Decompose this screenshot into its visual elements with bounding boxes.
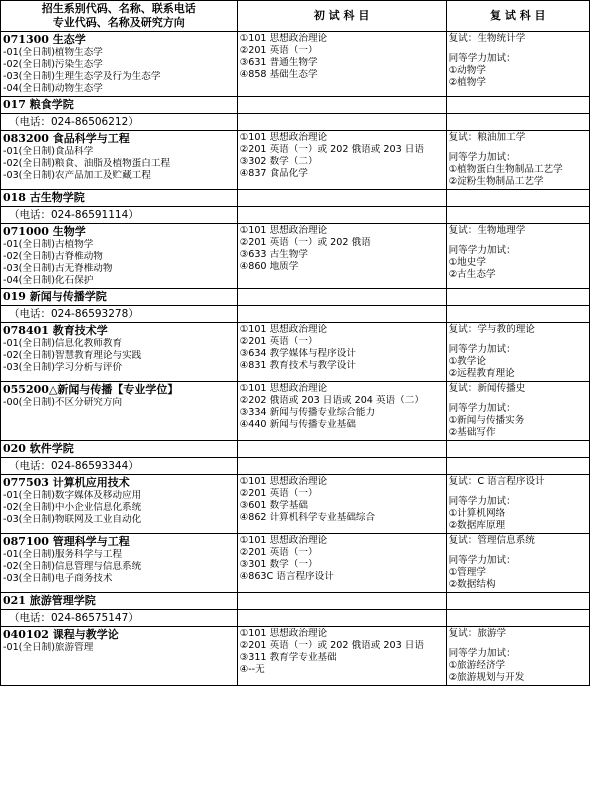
equivalent-subject: ②古生态学: [448, 269, 496, 280]
empty-cell: [446, 289, 589, 306]
department-cell: [1, 441, 238, 458]
retest-cell: [446, 627, 589, 686]
research-direction: -03(全日制)古无脊椎动物: [3, 263, 113, 274]
exam-subject: ①101 思想政治理论: [239, 33, 328, 44]
department-row: [1, 97, 590, 114]
department-phone: （电话：024-86506212）: [1, 114, 238, 131]
research-direction: -04(全日制)动物生态学: [3, 83, 103, 94]
department-cell: [1, 97, 238, 114]
spacer: [449, 640, 587, 648]
retest-cell: [446, 534, 589, 593]
department-phone-row: [1, 114, 590, 131]
header-row: [1, 1, 590, 32]
department-title: 021 旅游管理学院: [3, 594, 96, 607]
empty-cell: [446, 190, 589, 207]
empty-cell: [237, 289, 446, 306]
research-direction: -03(全日制)物联网及工业自动化: [3, 514, 142, 525]
major-cell: [1, 131, 238, 190]
major-row: [1, 323, 590, 382]
exam-subject: ④440 新闻与传播专业基础: [239, 419, 356, 430]
research-direction: -01(全日制)数字媒体及移动应用: [3, 490, 142, 501]
major-title: 055200△新闻与传播【专业学位】: [3, 383, 179, 396]
department-title: 020 软件学院: [3, 442, 74, 455]
exam-subject: ③631 普通生物学: [239, 57, 318, 68]
initial-exam-cell: [237, 382, 446, 441]
empty-cell: [237, 306, 446, 323]
major-cell: [1, 323, 238, 382]
department-cell: [1, 289, 238, 306]
empty-cell: [237, 441, 446, 458]
exam-subject: ②201 英语（一）: [239, 547, 318, 558]
research-direction: -01(全日制)植物生态学: [3, 47, 103, 58]
department-title: 017 粮食学院: [3, 98, 74, 111]
empty-cell: [446, 610, 589, 627]
equivalent-subject: ②数据结构: [448, 579, 496, 590]
major-row: [1, 224, 590, 289]
empty-cell: [237, 458, 446, 475]
retest-subject: 复试：C 语言程序设计: [448, 476, 545, 487]
retest-subject: 复试：旅游学: [448, 628, 507, 639]
header-col1-line1: 招生系别代码、名称、联系电话: [41, 2, 196, 15]
department-row: [1, 190, 590, 207]
equivalent-label: 同等学力加试：: [448, 555, 516, 566]
department-phone-row: [1, 458, 590, 475]
exam-subject: ②201 英语（一）: [239, 336, 318, 347]
exam-subject: ④831 教育技术与教学设计: [239, 360, 356, 371]
header-col1-line2: 专业代码、名称及研究方向: [52, 16, 185, 29]
exam-subject: ④863C 语言程序设计: [239, 571, 334, 582]
major-title: 071300 生态学: [3, 33, 86, 46]
exam-subject: ①101 思想政治理论: [239, 132, 328, 143]
equivalent-subject: ①管理学: [448, 567, 486, 578]
equivalent-subject: ①教学论: [448, 356, 486, 367]
major-title: 077503 计算机应用技术: [3, 476, 130, 489]
equivalent-subject: ①新闻与传播实务: [448, 415, 525, 426]
major-cell: [1, 475, 238, 534]
exam-subject: ②201 英语（一）或 202 俄语或 203 日语: [239, 640, 424, 651]
exam-subject: ①101 思想政治理论: [239, 476, 328, 487]
header-col-department: [1, 1, 238, 32]
retest-cell: [446, 382, 589, 441]
major-cell: [1, 534, 238, 593]
exam-subject: ②201 英语（一）: [239, 488, 318, 499]
initial-exam-cell: [237, 534, 446, 593]
major-title: 071000 生物学: [3, 225, 86, 238]
research-direction: -01(全日制)食品科学: [3, 146, 94, 157]
research-direction: -00(全日制)不区分研究方向: [3, 397, 123, 408]
research-direction: -01(全日制)古植物学: [3, 239, 94, 250]
empty-cell: [446, 114, 589, 131]
major-row: [1, 475, 590, 534]
department-phone: （电话：024-86575147）: [1, 610, 238, 627]
retest-subject: 复试：生物地理学: [448, 225, 526, 236]
empty-cell: [237, 114, 446, 131]
equivalent-label: 同等学力加试：: [448, 245, 516, 256]
retest-cell: [446, 32, 589, 97]
major-cell: [1, 224, 238, 289]
major-row: [1, 32, 590, 97]
exam-subject: ③302 数学（二）: [239, 156, 318, 167]
exam-subject: ②201 英语（一）或 202 俄语或 203 日语: [239, 144, 424, 155]
empty-cell: [446, 441, 589, 458]
empty-cell: [446, 306, 589, 323]
department-row: [1, 441, 590, 458]
research-direction: -02(全日制)污染生态学: [3, 59, 103, 70]
equivalent-label: 同等学力加试：: [448, 496, 516, 507]
exam-subject: ①101 思想政治理论: [239, 628, 328, 639]
major-cell: [1, 382, 238, 441]
equivalent-subject: ①地史学: [448, 257, 486, 268]
equivalent-subject: ①动物学: [448, 65, 486, 76]
exam-subject: ②201 英语（一）或 202 俄语: [239, 237, 371, 248]
research-direction: -03(全日制)生理生态学及行为生态学: [3, 71, 161, 82]
research-direction: -02(全日制)智慧教育理论与实践: [3, 350, 142, 361]
equivalent-label: 同等学力加试：: [448, 648, 516, 659]
spacer: [449, 144, 587, 152]
equivalent-subject: ①计算机网络: [448, 508, 506, 519]
exam-subject: ③633 古生物学: [239, 249, 308, 260]
spacer: [449, 488, 587, 496]
research-direction: -02(全日制)粮食、油脂及植物蛋白工程: [3, 158, 171, 169]
empty-cell: [446, 458, 589, 475]
equivalent-subject: ②数据库原理: [448, 520, 506, 531]
retest-cell: [446, 475, 589, 534]
empty-cell: [237, 593, 446, 610]
exam-subject: ②201 英语（一）: [239, 45, 318, 56]
exam-subject: ①101 思想政治理论: [239, 324, 328, 335]
spacer: [449, 336, 587, 344]
major-row: [1, 131, 590, 190]
retest-cell: [446, 224, 589, 289]
department-row: [1, 593, 590, 610]
initial-exam-cell: [237, 323, 446, 382]
research-direction: -02(全日制)中小企业信息化系统: [3, 502, 142, 513]
retest-subject: 复试：新闻传播史: [448, 383, 526, 394]
department-phone: （电话：024-86591114）: [1, 207, 238, 224]
exam-subject: ①101 思想政治理论: [239, 535, 328, 546]
equivalent-subject: ②基础写作: [448, 427, 496, 438]
empty-cell: [237, 207, 446, 224]
major-row: [1, 382, 590, 441]
major-cell: [1, 32, 238, 97]
spacer: [449, 547, 587, 555]
research-direction: -01(全日制)旅游管理: [3, 642, 94, 653]
major-title: 083200 食品科学与工程: [3, 132, 130, 145]
exam-subject: ③311 教育学专业基础: [239, 652, 337, 663]
department-row: [1, 289, 590, 306]
empty-cell: [446, 207, 589, 224]
department-title: 019 新闻与传播学院: [3, 290, 107, 303]
major-title: 078401 教育技术学: [3, 324, 108, 337]
major-title: 040102 课程与教学论: [3, 628, 119, 641]
research-direction: -04(全日制)化石保护: [3, 275, 94, 286]
exam-subject: ④862 计算机科学专业基础综合: [239, 512, 376, 523]
retest-subject: 复试：管理信息系统: [448, 535, 535, 546]
retest-subject: 复试：粮油加工学: [448, 132, 526, 143]
department-phone-row: [1, 610, 590, 627]
department-phone: （电话：024-86593344）: [1, 458, 238, 475]
exam-subject: ①101 思想政治理论: [239, 383, 328, 394]
retest-subject: 复试：生物统计学: [448, 33, 526, 44]
exam-subject: ③634 教学媒体与程序设计: [239, 348, 356, 359]
research-direction: -03(全日制)农产品加工及贮藏工程: [3, 170, 151, 181]
department-phone-row: [1, 207, 590, 224]
major-title: 087100 管理科学与工程: [3, 535, 130, 548]
department-cell: [1, 593, 238, 610]
empty-cell: [446, 97, 589, 114]
department-phone-row: [1, 306, 590, 323]
header-col-retest: 复 试 科 目: [446, 1, 589, 32]
major-row: [1, 627, 590, 686]
exam-subject: ①101 思想政治理论: [239, 225, 328, 236]
research-direction: -01(全日制)服务科学与工程: [3, 549, 123, 560]
exam-subject: ④860 地质学: [239, 261, 299, 272]
initial-exam-cell: [237, 224, 446, 289]
department-title: 018 古生物学院: [3, 191, 85, 204]
empty-cell: [237, 610, 446, 627]
spacer: [449, 237, 587, 245]
equivalent-label: 同等学力加试：: [448, 152, 516, 163]
equivalent-subject: ①旅游经济学: [448, 660, 506, 671]
initial-exam-cell: [237, 32, 446, 97]
exam-subject: ③301 数学（一）: [239, 559, 318, 570]
department-cell: [1, 190, 238, 207]
retest-cell: [446, 131, 589, 190]
retest-cell: [446, 323, 589, 382]
equivalent-label: 同等学力加试：: [448, 344, 516, 355]
equivalent-subject: ②淀粉生物制品工艺学: [448, 176, 544, 187]
equivalent-subject: ②远程教育理论: [448, 368, 515, 379]
research-direction: -03(全日制)电子商务技术: [3, 573, 113, 584]
equivalent-subject: ①植物蛋白生物制品工艺学: [448, 164, 563, 175]
major-row: [1, 534, 590, 593]
initial-exam-cell: [237, 475, 446, 534]
exam-subject: ③601 数学基础: [239, 500, 308, 511]
empty-cell: [237, 190, 446, 207]
exam-subject: ④--无: [239, 664, 265, 675]
exam-subject: ④837 食品化学: [239, 168, 308, 179]
retest-subject: 复试：学与教的理论: [448, 324, 535, 335]
research-direction: -01(全日制)信息化教师教育: [3, 338, 123, 349]
research-direction: -03(全日制)学习分析与评价: [3, 362, 123, 373]
research-direction: -02(全日制)信息管理与信息系统: [3, 561, 142, 572]
initial-exam-cell: [237, 131, 446, 190]
equivalent-subject: ②植物学: [448, 77, 486, 88]
exam-subject: ③334 新闻与传播专业综合能力: [239, 407, 376, 418]
research-direction: -02(全日制)古脊椎动物: [3, 251, 103, 262]
spacer: [449, 395, 587, 403]
spacer: [449, 45, 587, 53]
empty-cell: [446, 593, 589, 610]
equivalent-label: 同等学力加试：: [448, 403, 516, 414]
equivalent-subject: ②旅游规划与开发: [448, 672, 525, 683]
department-phone: （电话：024-86593278）: [1, 306, 238, 323]
empty-cell: [237, 97, 446, 114]
exam-subject: ②202 俄语或 203 日语或 204 英语（二）: [239, 395, 424, 406]
exam-subject: ④858 基础生态学: [239, 69, 318, 80]
major-cell: [1, 627, 238, 686]
initial-exam-cell: [237, 627, 446, 686]
header-col-initial-exam: 初 试 科 目: [237, 1, 446, 32]
equivalent-label: 同等学力加试：: [448, 53, 516, 64]
